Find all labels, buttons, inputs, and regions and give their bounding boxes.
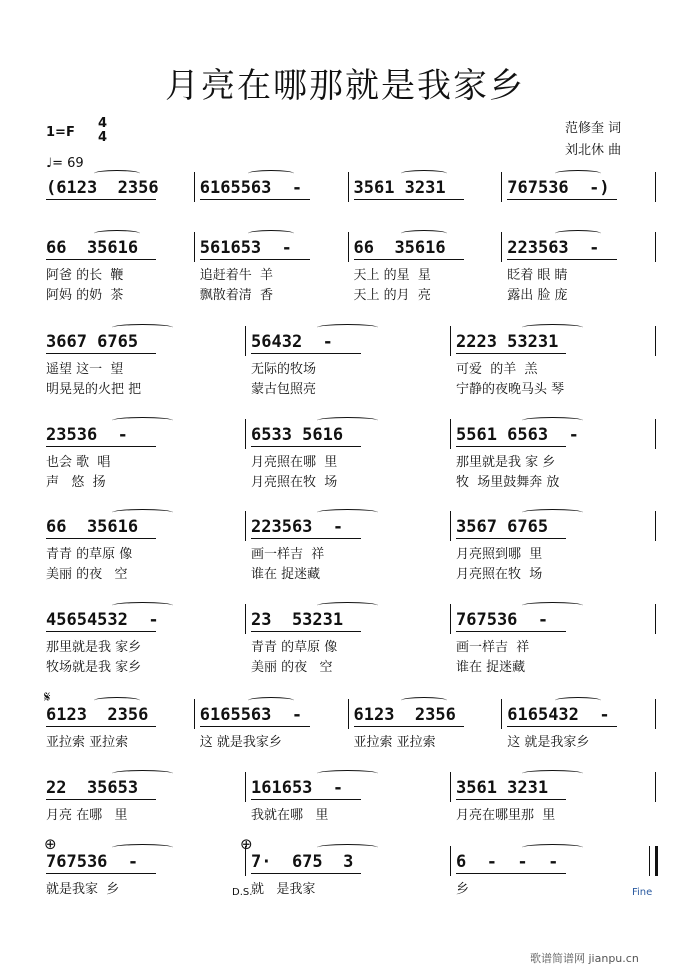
bar-line [655, 699, 656, 729]
bar-line [655, 511, 656, 541]
measure-notes: 66 35616 [46, 517, 139, 537]
bar-line [194, 699, 195, 729]
score-row [40, 705, 655, 771]
measure-notes: 3667 6765 [46, 332, 139, 352]
lyric-text: 牧 场里鼓舞奔 放 [456, 475, 560, 490]
beam-line [46, 799, 156, 800]
lyric-text: 那里就是我 家乡 [46, 640, 142, 655]
lyric-text: 声 悠 扬 [46, 475, 106, 490]
bar-line [245, 419, 246, 449]
beam-line [46, 446, 156, 447]
slur-mark [401, 230, 447, 237]
lyric-text: 也会 歌 唱 [46, 455, 111, 470]
coda-sign-2: ⊕ [240, 835, 253, 853]
lyric-text: 月亮在哪里那 里 [456, 808, 556, 823]
measure-notes: 23 53231 [251, 610, 344, 630]
beam-line [251, 631, 361, 632]
measure-notes: 6165563 - [199, 178, 303, 198]
measure-notes: 767536 - [456, 610, 549, 630]
measure-notes: 767536 - [46, 852, 139, 872]
lyric-text: 眨着 眼 睛 [507, 268, 568, 283]
lyric-text: 明晃晃的火把 把 [46, 382, 142, 397]
bar-line [655, 232, 656, 262]
final-bar-line [649, 846, 658, 876]
beam-line [456, 799, 566, 800]
lyric-text: 画一样吉 祥 [251, 547, 325, 562]
credits [565, 118, 621, 162]
measure-notes: 6123 2356 [46, 705, 149, 725]
bar-line [655, 604, 656, 634]
segno-sign: 𝄋 [44, 688, 51, 706]
slur-mark [522, 602, 584, 609]
measure-notes: 6123 2356 [353, 705, 456, 725]
lyric-text: 遥望 这一 望 [46, 362, 124, 377]
measure-notes: 66 35616 [46, 238, 139, 258]
bar-line [450, 419, 451, 449]
measure-notes: 6165563 - [199, 705, 303, 725]
bar-line [245, 772, 246, 802]
bar-line [194, 172, 195, 202]
slur-mark [112, 417, 174, 424]
measure-notes: 66 35616 [353, 238, 446, 258]
beam-line [46, 199, 156, 200]
measure-notes: 3561 3231 [353, 178, 446, 198]
bar-line [450, 326, 451, 356]
beam-line [46, 873, 156, 874]
bar-line [194, 232, 195, 262]
beam-line [354, 259, 464, 260]
lyric-text: 谁在 捉迷藏 [251, 567, 321, 582]
slur-mark [317, 602, 379, 609]
beam-line [200, 726, 310, 727]
bar-line [655, 419, 656, 449]
time-signature: 4 4 [98, 116, 108, 145]
measure-notes: 223563 - [251, 517, 344, 537]
beam-line [200, 259, 310, 260]
beam-line [46, 726, 156, 727]
lyric-text: 画一样吉 祥 [456, 640, 530, 655]
measure-notes: 7· 675 3 [251, 852, 354, 872]
watermark: 歌谱简谱网 jianpu.cn [530, 952, 639, 965]
lyric-text: 天上 的星 星 [353, 268, 431, 283]
slur-mark [401, 170, 447, 177]
lyric-text: 这 就是我家乡 [199, 735, 282, 750]
beam-line [251, 446, 361, 447]
slur-mark [112, 602, 174, 609]
bar-line [450, 511, 451, 541]
lyric-text: 无际的牧场 [251, 362, 317, 377]
measure-notes: 22 35653 [46, 778, 139, 798]
measure-notes: 223563 - [507, 238, 600, 258]
lyric-text: 青青 的草原 像 [251, 640, 338, 655]
measure-notes: 767536 -) [507, 178, 610, 198]
slur-mark [317, 324, 379, 331]
beam-line [456, 353, 566, 354]
measure-notes: 6533 5616 [251, 425, 344, 445]
beam-line [46, 538, 156, 539]
beam-line [46, 259, 156, 260]
measure-notes: 2223 53231 [456, 332, 559, 352]
bar-line [450, 604, 451, 634]
lyric-text: 飘散着清 香 [199, 288, 274, 303]
beam-line [354, 726, 464, 727]
slur-mark [522, 770, 584, 777]
bar-line [245, 511, 246, 541]
slur-mark [555, 697, 601, 704]
beam-line [46, 353, 156, 354]
bar-line [655, 326, 656, 356]
beam-line [507, 199, 617, 200]
slur-mark [401, 697, 447, 704]
slur-mark [317, 844, 379, 851]
measure-notes: 161653 - [251, 778, 344, 798]
beam-line [46, 631, 156, 632]
bar-line [348, 232, 349, 262]
slur-mark [112, 324, 174, 331]
slur-mark [555, 230, 601, 237]
measure-notes: 3561 3231 [456, 778, 549, 798]
score-row [40, 778, 655, 844]
slur-mark [317, 770, 379, 777]
measure-notes: 561653 - [199, 238, 292, 258]
beam-line [507, 726, 617, 727]
lyric-text: 亚拉索 亚拉索 [46, 735, 129, 750]
score-row [40, 425, 655, 491]
slur-mark [112, 844, 174, 851]
lyric-text: 天上 的月 亮 [353, 288, 431, 303]
lyric-text: 这 就是我家乡 [507, 735, 590, 750]
slur-mark [248, 230, 294, 237]
bar-line [501, 232, 502, 262]
lyric-text: 蒙古包照亮 [251, 382, 317, 397]
bar-line [450, 772, 451, 802]
beam-line [251, 538, 361, 539]
slur-mark [248, 170, 294, 177]
measure-notes: 3567 6765 [456, 517, 549, 537]
beam-line [456, 873, 566, 874]
score-row [40, 610, 655, 676]
measure-notes: 6165432 - [507, 705, 610, 725]
lyric-text: 我就在哪 里 [251, 808, 329, 823]
bar-line [348, 699, 349, 729]
lyric-text: 美丽 的夜 空 [46, 567, 128, 582]
beam-line [456, 631, 566, 632]
score-row [40, 238, 655, 304]
beam-line [354, 199, 464, 200]
measure-notes: 45654532 - [46, 610, 159, 630]
lyric-text: 乡 [456, 882, 470, 897]
lyric-text: 阿妈 的奶 茶 [46, 288, 124, 303]
composer: 刘北休 曲 [565, 143, 622, 158]
lyric-text: 美丽 的夜 空 [251, 660, 333, 675]
slur-mark [94, 697, 140, 704]
lyric-text: 谁在 捉迷藏 [456, 660, 526, 675]
slur-mark [317, 417, 379, 424]
key-signature: 1=F [46, 125, 75, 140]
measure-notes: 5561 6563 - [456, 425, 579, 445]
beam-line [456, 446, 566, 447]
beam-line [251, 353, 361, 354]
beam-line [507, 259, 617, 260]
slur-mark [112, 509, 174, 516]
bar-line [655, 772, 656, 802]
score-row [40, 332, 655, 398]
lyric-text: 月亮照到哪 里 [456, 547, 543, 562]
lyric-text: 牧场就是我 家乡 [46, 660, 142, 675]
beam-line [456, 538, 566, 539]
page-title: 月亮在哪那就是我家乡 [165, 66, 525, 106]
lyric-text: 月亮照在牧 场 [251, 475, 338, 490]
measure-notes: 6 - - - [456, 852, 559, 872]
beam-line [251, 799, 361, 800]
lyric-text: 宁静的夜晚马头 琴 [456, 382, 565, 397]
lyric-text: 阿爸 的长 鞭 [46, 268, 124, 283]
lyric-text: 亚拉索 亚拉索 [353, 735, 436, 750]
beam-line [251, 873, 361, 874]
measure-notes: 23536 - [46, 425, 128, 445]
slur-mark [248, 697, 294, 704]
slur-mark [317, 509, 379, 516]
bar-line [450, 846, 451, 876]
slur-mark [522, 509, 584, 516]
score-row [40, 852, 655, 918]
slur-mark [555, 170, 601, 177]
slur-mark [94, 230, 140, 237]
lyric-text: 月亮照在牧 场 [456, 567, 543, 582]
lyric-text: 那里就是我 家 乡 [456, 455, 556, 470]
slur-mark [94, 170, 140, 177]
fine-marking: Fine [632, 887, 653, 898]
ds-marking: D.S. [232, 887, 253, 898]
slur-mark [112, 770, 174, 777]
lyric-text: 露出 脸 庞 [507, 288, 568, 303]
measure-notes: (6123 2356 [46, 178, 159, 198]
lyric-text: 就 是我家 [251, 882, 316, 897]
lyric-text: 就是我家 乡 [46, 882, 120, 897]
bar-line [245, 326, 246, 356]
slur-mark [522, 324, 584, 331]
lyricist: 范修奎 词 [565, 121, 622, 136]
beam-line [200, 199, 310, 200]
score-row [40, 517, 655, 583]
bar-line [501, 172, 502, 202]
lyric-text: 追赶着牛 羊 [199, 268, 274, 283]
tempo-marking: ♩= 69 [46, 156, 84, 171]
bar-line [655, 172, 656, 202]
coda-sign: ⊕ [44, 835, 57, 853]
lyric-text: 月亮 在哪 里 [46, 808, 128, 823]
measure-notes: 56432 - [251, 332, 333, 352]
lyric-text: 可爱 的羊 羔 [456, 362, 538, 377]
slur-mark [522, 417, 584, 424]
bar-line [348, 172, 349, 202]
lyric-text: 青青 的草原 像 [46, 547, 133, 562]
bar-line [501, 699, 502, 729]
lyric-text: 月亮照在哪 里 [251, 455, 338, 470]
slur-mark [522, 844, 584, 851]
bar-line [245, 604, 246, 634]
